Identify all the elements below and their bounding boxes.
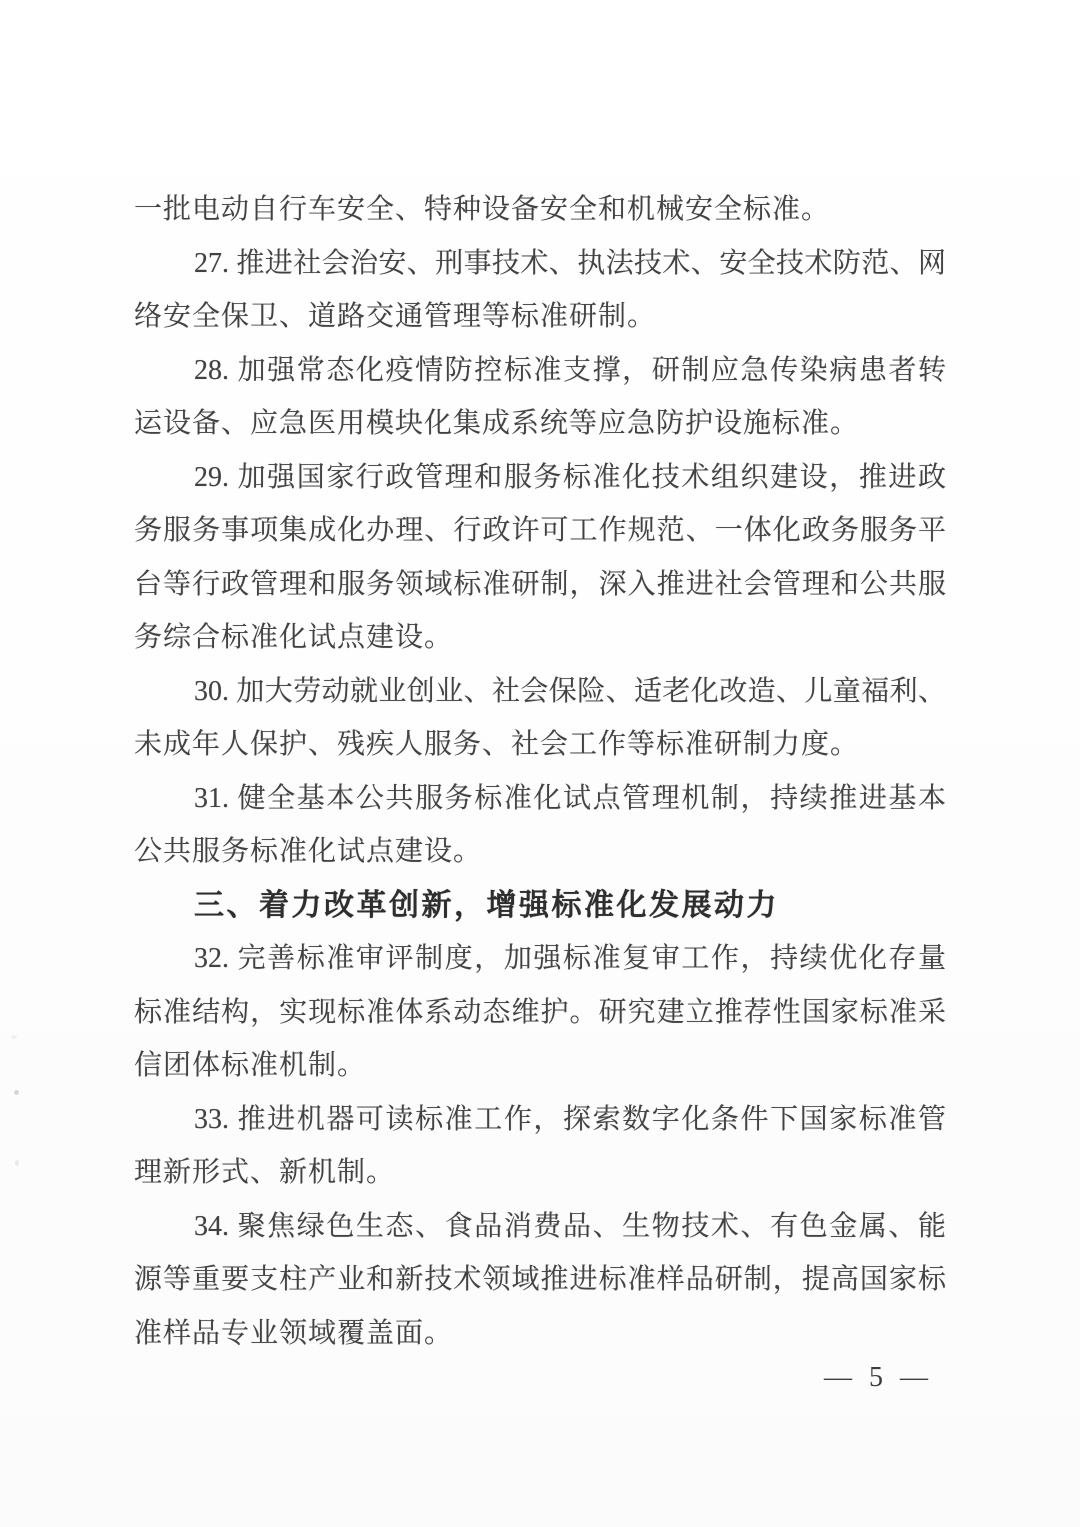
text-line: 准样品专业领域覆盖面。 (134, 1317, 454, 1349)
text-line: 理新形式、新机制。 (134, 1157, 396, 1188)
text-line: 31. 健全基本公共服务标准化试点管理机制，持续推进基本 (194, 782, 946, 814)
scan-artifact (15, 1160, 19, 1166)
text-line: 27. 推进社会治安、刑事技术、执法技术、安全技术防范、网 (194, 247, 946, 279)
text-line: 未成年人保护、残疾人服务、社会工作等标准研制力度。 (134, 729, 860, 760)
text-line: 29. 加强国家行政管理和服务标准化技术组织建设，推进政 (194, 461, 946, 493)
text-line: 台等行政管理和服务领域标准研制，深入推进社会管理和公共服 (134, 568, 946, 600)
text-line: 信团体标准机制。 (134, 1050, 367, 1081)
scan-artifact (14, 1090, 19, 1095)
text-line: 运设备、应急医用模块化集成系统等应急防护设施标准。 (134, 408, 860, 439)
text-line: 务服务事项集成化办理、行政许可工作规范、一体化政务服务平 (134, 515, 946, 546)
text-line: 一批电动自行车安全、特种设备安全和机械安全标准。 (134, 194, 831, 225)
scan-artifact (11, 1035, 17, 1039)
text-line: 33. 推进机器可读标准工作，探索数字化条件下国家标准管 (194, 1103, 946, 1135)
section-heading: 三、着力改革创新，增强标准化发展动力 (194, 888, 779, 922)
text-line: 络安全保卫、道路交通管理等标准研制。 (134, 301, 657, 332)
text-line: 30. 加大劳动就业创业、社会保险、适老化改造、儿童福利、 (194, 675, 946, 707)
text-line: 28. 加强常态化疫情防控标准支撑，研制应急传染病患者转 (194, 354, 946, 386)
text-line: 务综合标准化试点建设。 (134, 622, 454, 653)
page-number: — 5 — (824, 1362, 928, 1393)
text-line: 34. 聚焦绿色生态、食品消费品、生物技术、有色金属、能 (194, 1210, 946, 1242)
text-line: 公共服务标准化试点建设。 (134, 836, 483, 867)
text-line: 32. 完善标准审评制度，加强标准复审工作，持续优化存量 (194, 943, 946, 974)
document-text-block (134, 183, 946, 1360)
text-line: 标准结构，实现标准体系动态维护。研究建立推荐性国家标准采 (134, 996, 946, 1028)
text-line: 源等重要支柱产业和新技术领域推进标准样品研制，提高国家标 (134, 1264, 946, 1295)
